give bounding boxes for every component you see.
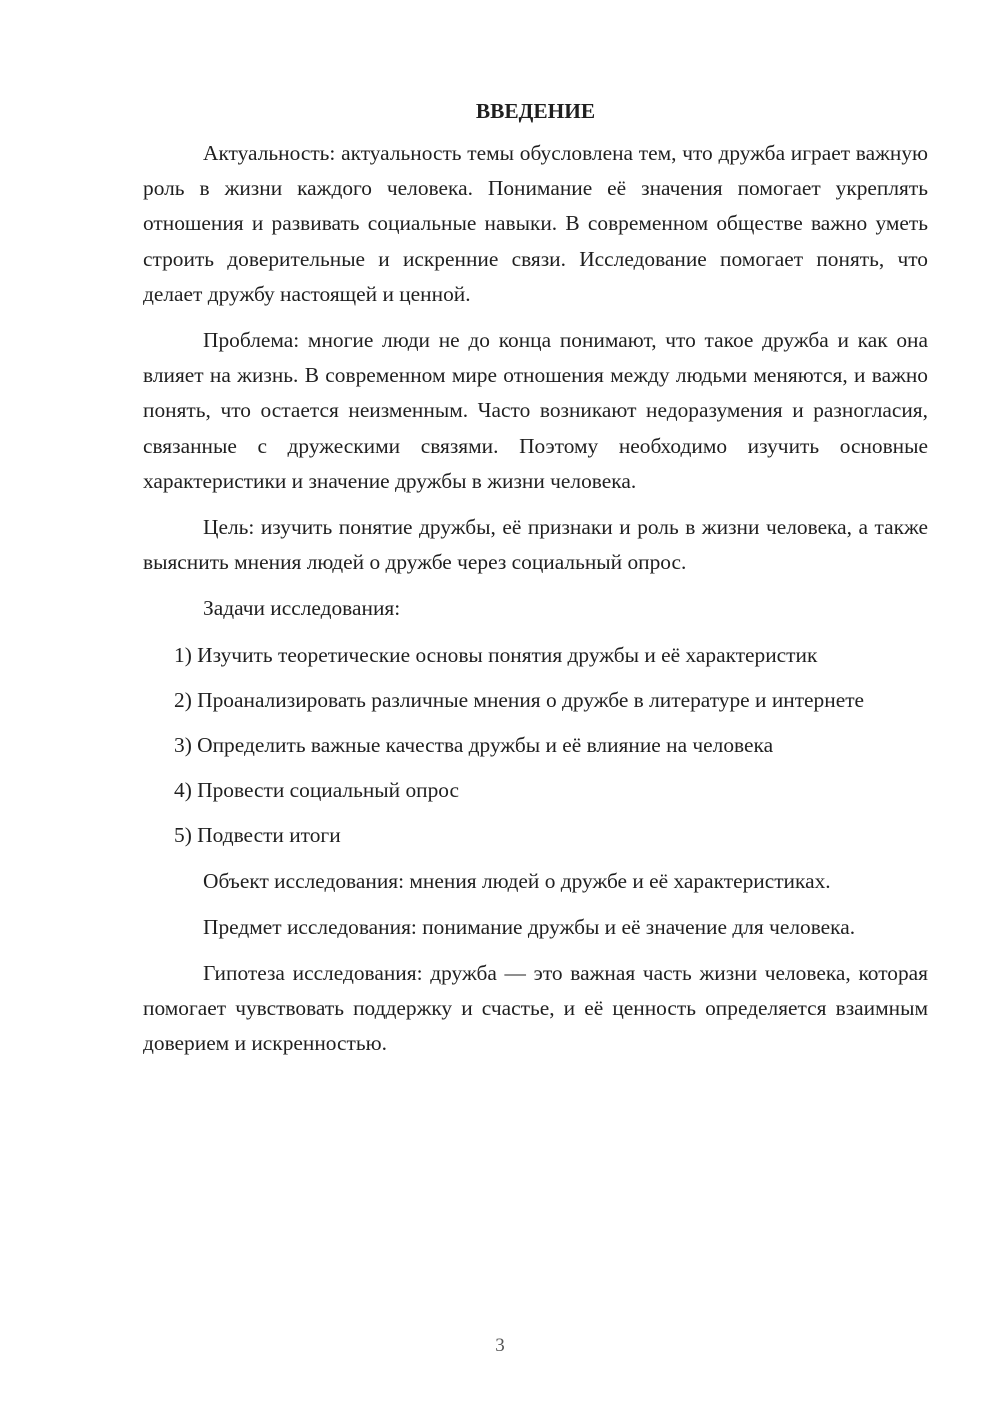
paragraph-relevance: Актуальность: актуальность темы обусловлена тем, что дружба играет важную роль в жизни каждого человека. Понимание её значения помогает укреплять отношения и развивать социальные навыки. В современном обществе важно уметь строить доверительные и искренние связи. Исследование помогает понять, что делает дружбу настоящей и ценной. [143, 141, 928, 306]
list-item: 1) Изучить теоретические основы понятия дружбы и её характеристик [174, 642, 818, 667]
page-title: ВВЕДЕНИЕ [475, 99, 596, 123]
list-item: 5) Подвести итоги [174, 823, 341, 848]
tasks-heading: Задачи исследования: [203, 596, 401, 621]
paragraph-problem: Проблема: многие люди не до конца понимают, что такое дружба и как она влияет на жизнь. В современном мире отношения между людьми меняются, и важно понять, что остается неизменным. Часто возникают недоразумения и разногласия, связанные с дружескими связями. Поэтому необходимо изучить основные характеристики и значение дружбы в жизни человека. [143, 328, 928, 493]
list-item: 3) Определить важные качества дружбы и её влияние на человека [174, 733, 774, 758]
tasks-list [143, 638, 928, 854]
paragraph-goal: Цель: изучить понятие дружбы, её признаки и роль в жизни человека, а также выяснить мнения людей о дружбе через социальный опрос. [143, 515, 928, 575]
paragraph-object: Объект исследования: мнения людей о дружбе и её характеристиках. [203, 868, 831, 893]
document-page [143, 96, 928, 1073]
page-number: 3 [495, 1335, 505, 1356]
list-item: 2) Проанализировать различные мнения о дружбе в литературе и интернете [174, 687, 865, 712]
paragraph-hypothesis: Гипотеза исследования: дружба — это важная часть жизни человека, которая помогает чувствовать поддержку и счастье, и её ценность определяется взаимным доверием и искренностью. [143, 961, 928, 1056]
list-item: 4) Провести социальный опрос [174, 778, 460, 803]
paragraph-subject: Предмет исследования: понимание дружбы и её значение для человека. [203, 914, 856, 939]
